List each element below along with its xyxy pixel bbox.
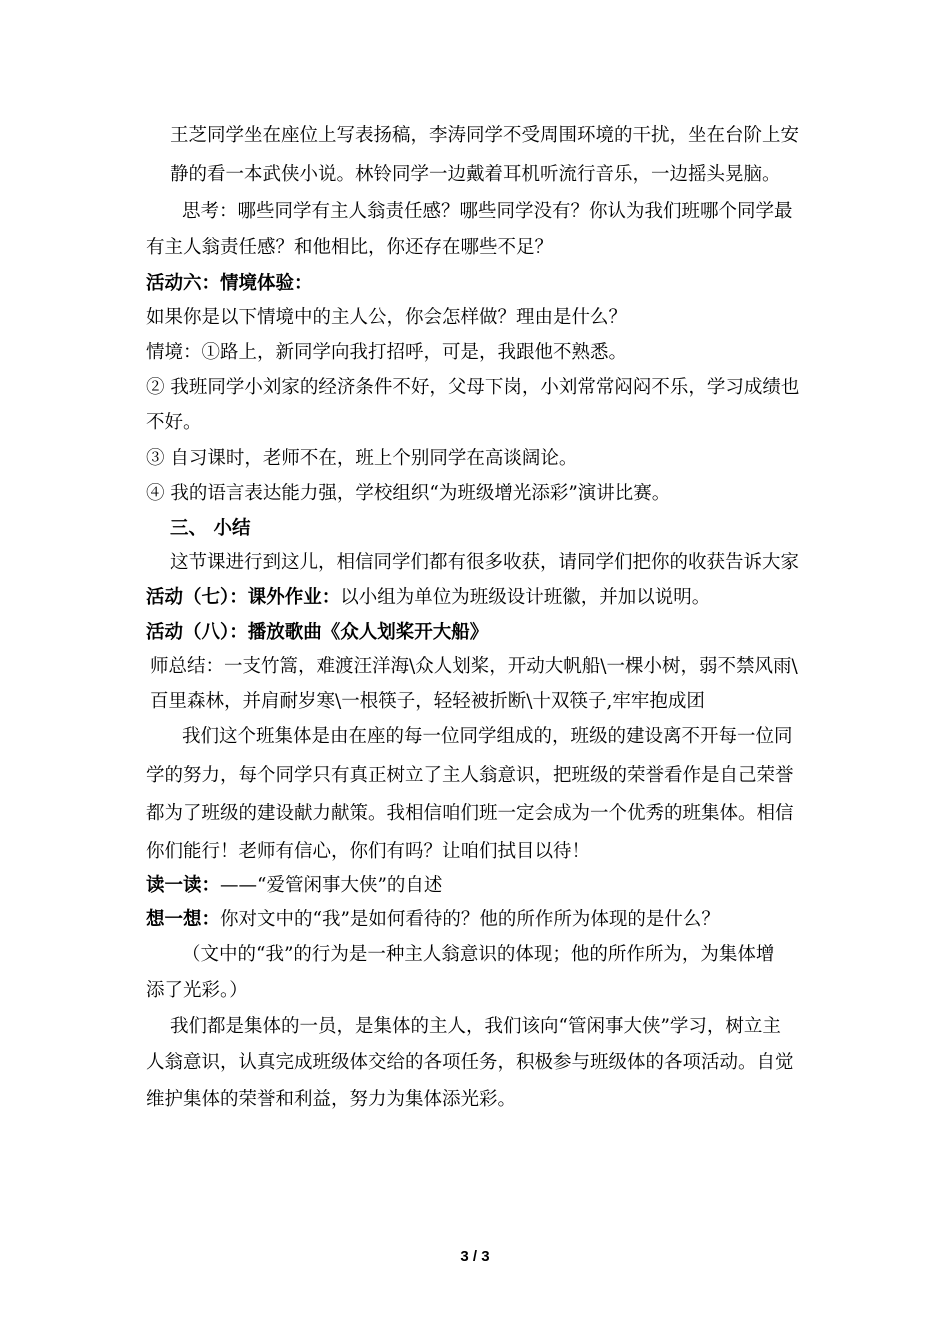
paragraph-text: 以小组为单位为班级设计班徽，并加以说明。 xyxy=(340,587,711,608)
think-line xyxy=(146,908,816,932)
paragraph-line: ③ 自习课时，老师不在，班上个别同学在高谈阔论。 xyxy=(146,448,578,469)
paragraph-line: 师总结：一支竹篙，难渡汪洋海\众人划桨，开动大帆船\一棵小树，弱不禁风雨\ xyxy=(150,656,798,677)
paragraph-text: 你对文中的“我”是如何看待的？他的所作所为体现的是什么？ xyxy=(220,909,720,930)
section-heading-activity-8: 活动（八）：播放歌曲《众人划桨开大船》 xyxy=(146,622,489,643)
section-heading-read: 读一读： xyxy=(146,875,221,896)
paragraph-line: 如果你是以下情境中的主人公，你会怎样做？理由是什么？ xyxy=(146,307,628,328)
activity-7-line xyxy=(146,586,816,610)
section-heading-think: 想一想： xyxy=(146,909,221,930)
paragraph-line: （文中的“我”的行为是一种主人翁意识的体现；他的所作所为，为集体增 xyxy=(182,944,775,965)
paragraph-line: 人翁意识，认真完成班级体交给的各项任务，积极参与班级体的各项活动。自觉 xyxy=(146,1052,794,1073)
paragraph-line: 我们都是集体的一员，是集体的主人，我们该向“管闲事大侠”学习，树立主 xyxy=(170,1016,781,1037)
paragraph-line: 王芝同学坐在座位上写表扬稿，李涛同学不受周围环境的干扰，坐在台阶上安 xyxy=(170,125,800,146)
paragraph-line: 都为了班级的建设献力献策。我相信咱们班一定会成为一个优秀的班集体。相信 xyxy=(146,803,794,824)
paragraph-line: ④ 我的语言表达能力强，学校组织“为班级增光添彩”演讲比赛。 xyxy=(146,483,671,504)
paragraph-line: 情境：①路上，新同学向我打招呼，可是，我跟他不熟悉。 xyxy=(146,342,628,363)
paragraph-line: 不好。 xyxy=(146,412,202,433)
paragraph-line: 学的努力，每个同学只有真正树立了主人翁意识，把班级的荣誉看作是自己荣誉 xyxy=(146,765,794,786)
paragraph-line: ② 我班同学小刘家的经济条件不好，父母下岗，小刘常常闷闷不乐，学习成绩也 xyxy=(146,377,800,398)
paragraph-line: 维护集体的荣誉和利益，努力为集体添光彩。 xyxy=(146,1089,517,1110)
paragraph-line: 这节课进行到这儿，相信同学们都有很多收获，请同学们把你的收获告诉大家 xyxy=(170,552,800,573)
paragraph-line: 静的看一本武侠小说。林铃同学一边戴着耳机听流行音乐，一边摇头晃脑。 xyxy=(170,164,781,185)
paragraph-line: 你们能行！老师有信心，你们有吗？让咱们拭目以待！ xyxy=(146,841,591,862)
section-heading-activity-6: 活动六：情境体验： xyxy=(146,273,313,294)
read-line xyxy=(146,874,816,898)
paragraph-line: 添了光彩。） xyxy=(146,980,248,1001)
paragraph-line: 有主人翁责任感？和他相比，你还存在哪些不足？ xyxy=(146,237,554,258)
paragraph-line: 思考：哪些同学有主人翁责任感？哪些同学没有？你认为我们班哪个同学最 xyxy=(182,201,793,222)
section-heading-summary: 三、 小结 xyxy=(170,518,251,539)
section-heading-activity-7: 活动（七）：课外作业： xyxy=(146,587,341,608)
paragraph-text: ——“爱管闲事大侠”的自述 xyxy=(220,875,443,896)
page-number: 3 / 3 xyxy=(460,1248,490,1265)
paragraph-line: 百里森林，并肩耐岁寒\一根筷子，轻轻被折断\十双筷子,牢牢抱成团 xyxy=(150,691,705,712)
paragraph-line: 我们这个班集体是由在座的每一位同学组成的，班级的建设离不开每一位同 xyxy=(182,726,793,747)
